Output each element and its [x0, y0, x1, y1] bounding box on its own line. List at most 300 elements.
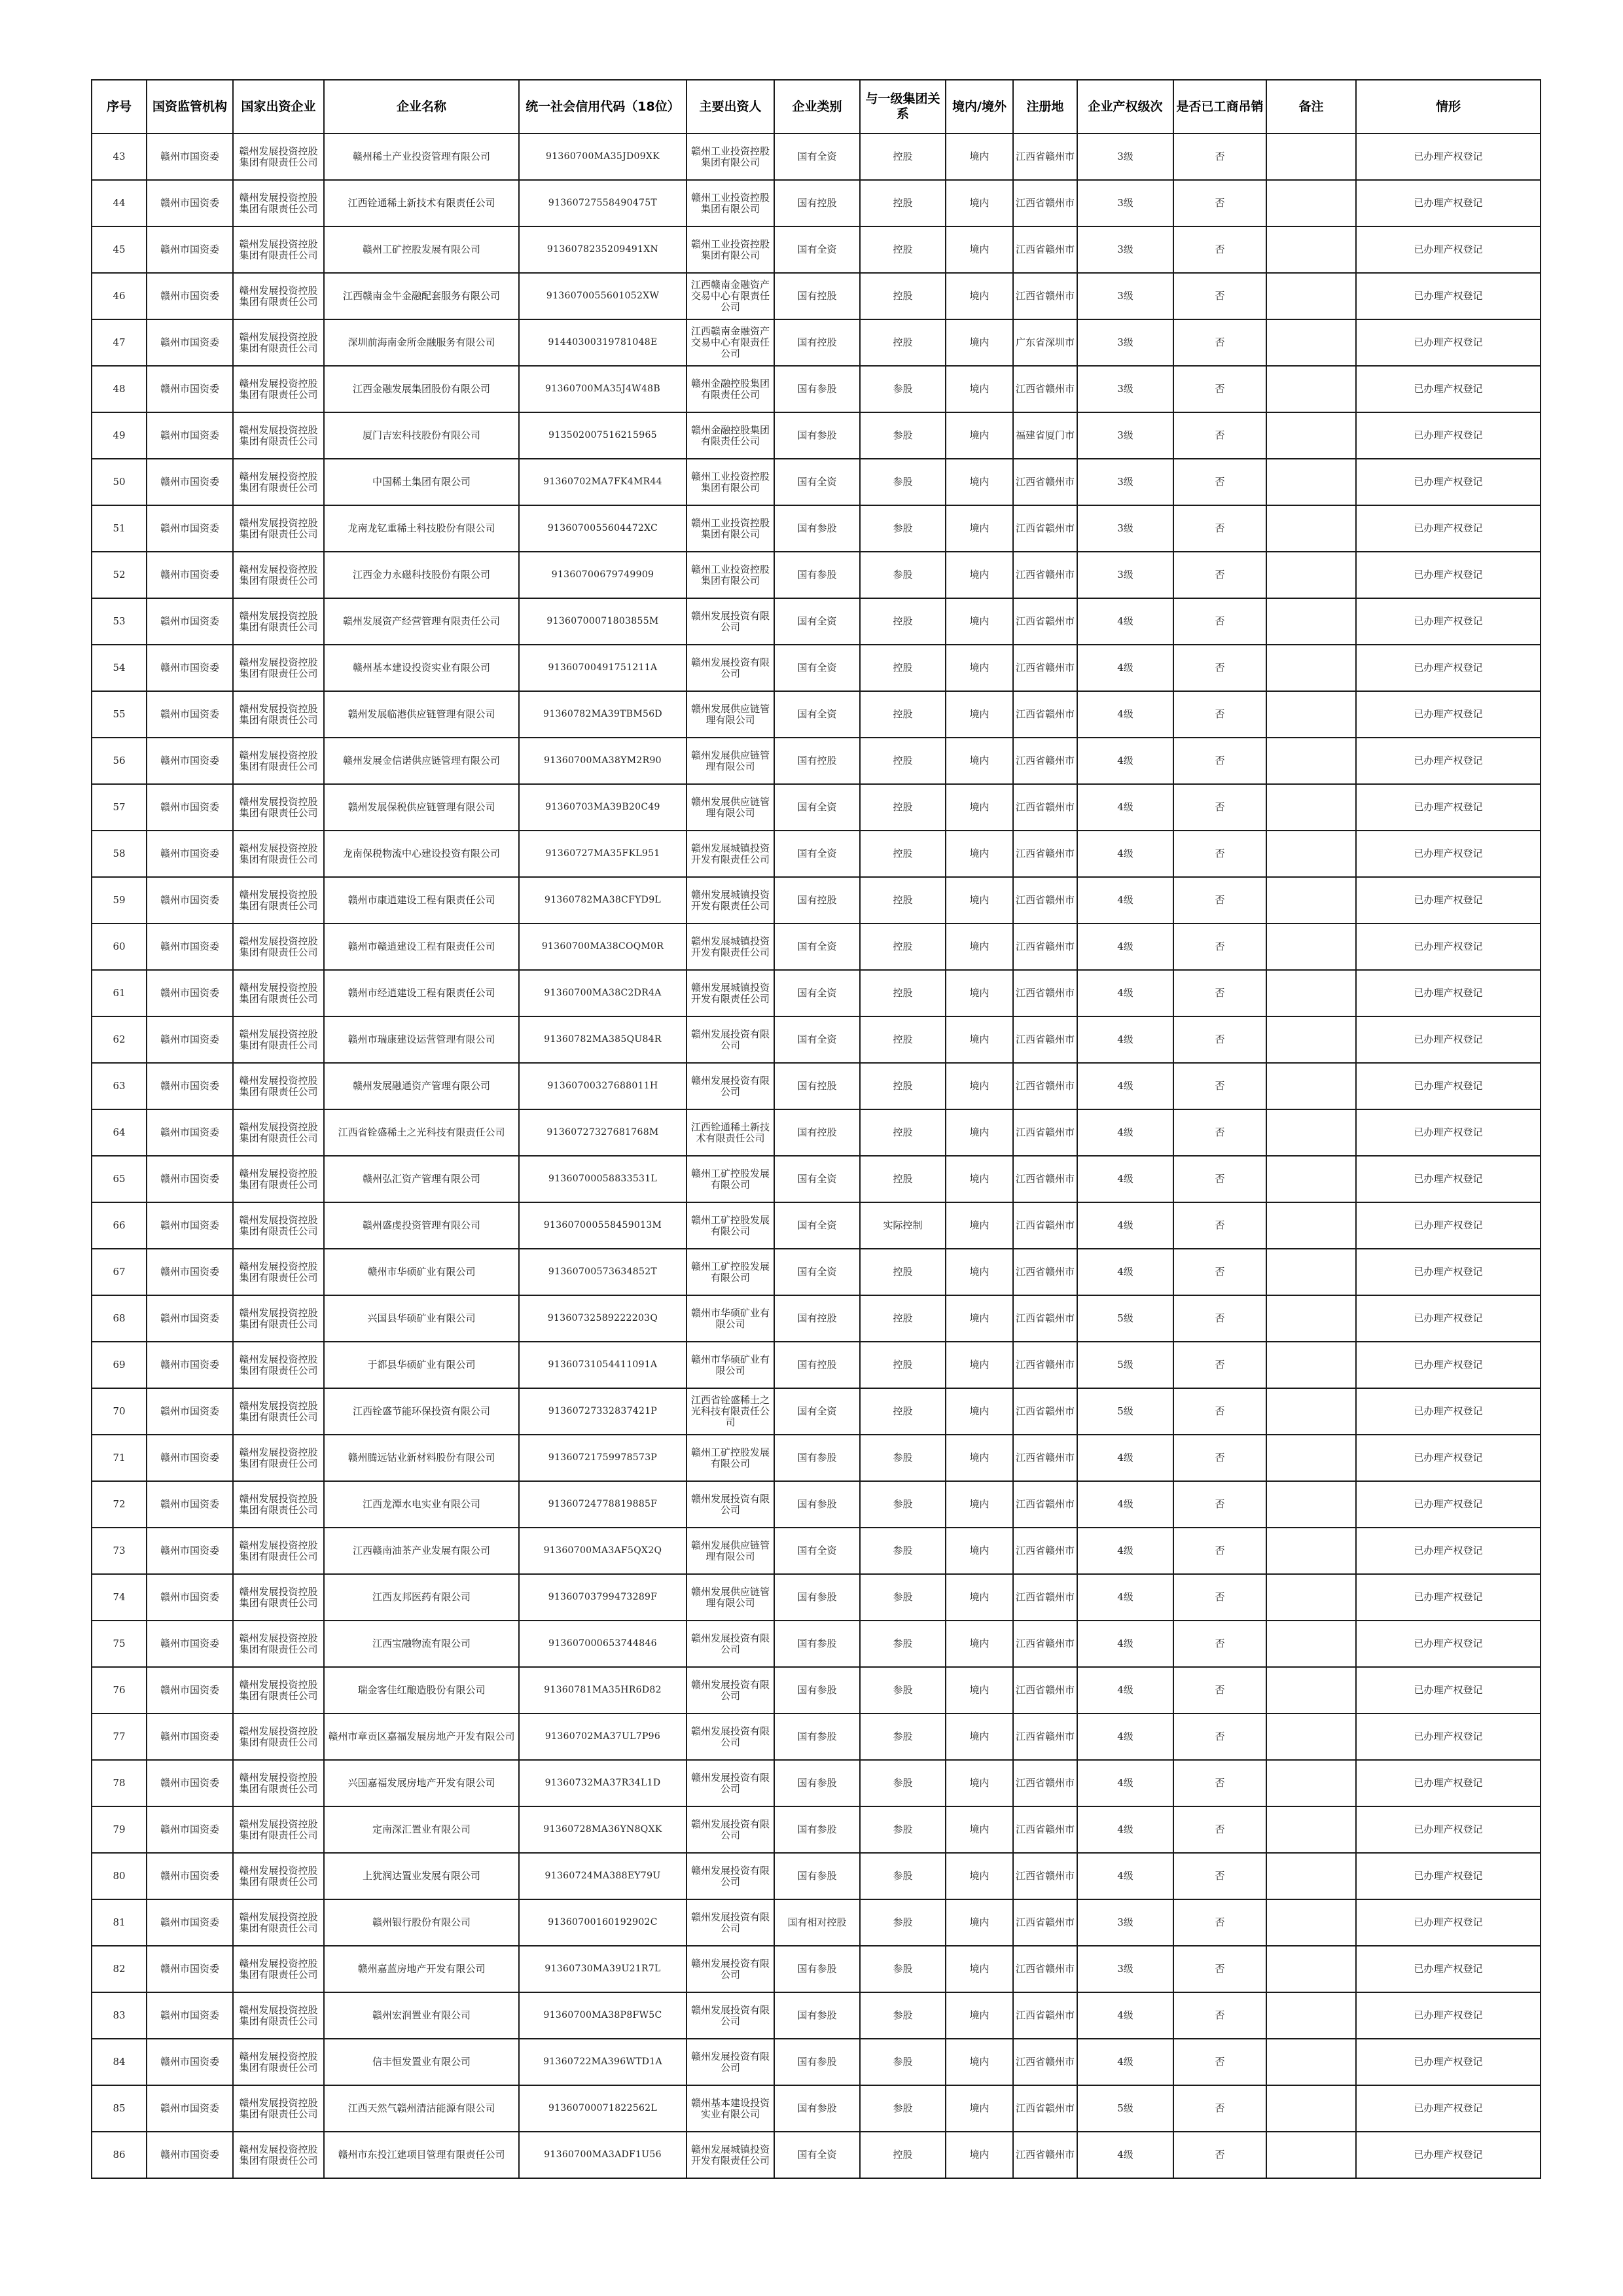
- cell-remarks: [1266, 180, 1356, 226]
- cell-regulator: 赣州市国资委: [147, 366, 233, 412]
- cell-revoked: 否: [1173, 134, 1266, 180]
- cell-regulator: 赣州市国资委: [147, 877, 233, 924]
- cell-remarks: [1266, 1621, 1356, 1667]
- cell-state-investor: 赣州发展投资控股集团有限责任公司: [233, 459, 324, 505]
- cell-seq: 86: [92, 2132, 147, 2178]
- cell-remarks: [1266, 970, 1356, 1016]
- cell-enterprise-type: 国有全资: [774, 831, 860, 877]
- cell-registered-place: 江西省赣州市: [1013, 134, 1077, 180]
- cell-state-investor: 赣州发展投资控股集团有限责任公司: [233, 1249, 324, 1295]
- cell-situation: 已办理产权登记: [1356, 831, 1541, 877]
- table-row: [92, 2039, 1541, 2085]
- cell-property-level: 3级: [1077, 226, 1173, 273]
- cell-registered-place: 江西省赣州市: [1013, 1528, 1077, 1574]
- cell-group-relation: 参股: [860, 1481, 946, 1528]
- cell-regulator: 赣州市国资委: [147, 1760, 233, 1806]
- cell-regulator: 赣州市国资委: [147, 1481, 233, 1528]
- table-row: [92, 738, 1541, 784]
- cell-enterprise-type: 国有控股: [774, 1063, 860, 1109]
- cell-state-investor: 赣州发展投资控股集团有限责任公司: [233, 1713, 324, 1760]
- cell-enterprise-type: 国有参股: [774, 1435, 860, 1481]
- cell-domestic-overseas: 境内: [946, 598, 1013, 645]
- cell-situation: 已办理产权登记: [1356, 1202, 1541, 1249]
- cell-domestic-overseas: 境内: [946, 1342, 1013, 1388]
- cell-property-level: 4级: [1077, 831, 1173, 877]
- cell-remarks: [1266, 412, 1356, 459]
- cell-state-investor: 赣州发展投资控股集团有限责任公司: [233, 273, 324, 319]
- table-row: [92, 412, 1541, 459]
- cell-main-investor: 赣州发展供应链管理有限公司: [687, 1528, 774, 1574]
- cell-enterprise-type: 国有参股: [774, 1713, 860, 1760]
- column-header-registered-place: 注册地: [1013, 80, 1077, 134]
- cell-group-relation: 控股: [860, 784, 946, 831]
- cell-property-level: 3级: [1077, 412, 1173, 459]
- cell-situation: 已办理产权登记: [1356, 877, 1541, 924]
- cell-remarks: [1266, 459, 1356, 505]
- cell-state-investor: 赣州发展投资控股集团有限责任公司: [233, 1156, 324, 1202]
- cell-situation: 已办理产权登记: [1356, 1156, 1541, 1202]
- cell-property-level: 4级: [1077, 691, 1173, 738]
- cell-property-level: 4级: [1077, 1853, 1173, 1899]
- cell-company-name: 赣州稀土产业投资管理有限公司: [324, 134, 519, 180]
- cell-remarks: [1266, 877, 1356, 924]
- cell-domestic-overseas: 境内: [946, 1899, 1013, 1946]
- cell-registered-place: 江西省赣州市: [1013, 1806, 1077, 1853]
- cell-credit-code: 913607000653744​846: [519, 1621, 687, 1667]
- cell-regulator: 赣州市国资委: [147, 970, 233, 1016]
- cell-revoked: 否: [1173, 1249, 1266, 1295]
- cell-group-relation: 参股: [860, 2085, 946, 2132]
- cell-registered-place: 江西省赣州市: [1013, 970, 1077, 1016]
- cell-state-investor: 赣州发展投资控股集团有限责任公司: [233, 1899, 324, 1946]
- cell-domestic-overseas: 境内: [946, 1109, 1013, 1156]
- cell-revoked: 否: [1173, 180, 1266, 226]
- cell-revoked: 否: [1173, 505, 1266, 552]
- cell-main-investor: 赣州发展投资有限公司: [687, 1063, 774, 1109]
- cell-remarks: [1266, 1202, 1356, 1249]
- cell-regulator: 赣州市国资委: [147, 134, 233, 180]
- cell-situation: 已办理产权登记: [1356, 1342, 1541, 1388]
- cell-main-investor: 江西赣南金融资产交易中心有限责任公司: [687, 273, 774, 319]
- cell-state-investor: 赣州发展投资控股集团有限责任公司: [233, 1202, 324, 1249]
- cell-state-investor: 赣州发展投资控股集团有限责任公司: [233, 1063, 324, 1109]
- cell-property-level: 4级: [1077, 1713, 1173, 1760]
- cell-enterprise-type: 国有全资: [774, 459, 860, 505]
- cell-company-name: 信丰恒发置业有限公司: [324, 2039, 519, 2085]
- table-row: [92, 459, 1541, 505]
- cell-main-investor: 江西铨通稀土新技术有限责任公司: [687, 1109, 774, 1156]
- cell-main-investor: 赣州发展投资有限公司: [687, 2039, 774, 2085]
- cell-property-level: 4级: [1077, 1156, 1173, 1202]
- cell-main-investor: 赣州发展供应链管理有限公司: [687, 691, 774, 738]
- cell-enterprise-type: 国有控股: [774, 1342, 860, 1388]
- cell-domestic-overseas: 境内: [946, 2039, 1013, 2085]
- cell-seq: 71: [92, 1435, 147, 1481]
- cell-remarks: [1266, 691, 1356, 738]
- cell-revoked: 否: [1173, 319, 1266, 366]
- cell-state-investor: 赣州发展投资控股集团有限责任公司: [233, 598, 324, 645]
- cell-regulator: 赣州市国资委: [147, 1063, 233, 1109]
- cell-credit-code: 91360702MA7FK4MR44: [519, 459, 687, 505]
- cell-domestic-overseas: 境内: [946, 1621, 1013, 1667]
- cell-main-investor: 赣州发展投资有限公司: [687, 598, 774, 645]
- cell-registered-place: 江西省赣州市: [1013, 1388, 1077, 1435]
- cell-revoked: 否: [1173, 1760, 1266, 1806]
- cell-domestic-overseas: 境内: [946, 1388, 1013, 1435]
- cell-company-name: 赣州发展融通资产管理有限公司: [324, 1063, 519, 1109]
- cell-main-investor: 赣州发展城镇投资开发有限责任公司: [687, 970, 774, 1016]
- cell-remarks: [1266, 226, 1356, 273]
- table-row: [92, 1899, 1541, 1946]
- cell-company-name: 兴国嘉福发展房地产开发有限公司: [324, 1760, 519, 1806]
- cell-remarks: [1266, 1016, 1356, 1063]
- cell-revoked: 否: [1173, 1574, 1266, 1621]
- cell-group-relation: 控股: [860, 1063, 946, 1109]
- cell-credit-code: 91360700556010​52XW: [519, 273, 687, 319]
- cell-credit-code: 913607000718038​55M: [519, 598, 687, 645]
- cell-company-name: 赣州弘汇资产管理有限公司: [324, 1156, 519, 1202]
- cell-state-investor: 赣州发展投资控股集团有限责任公司: [233, 691, 324, 738]
- cell-revoked: 否: [1173, 273, 1266, 319]
- column-header-domestic-overseas: 境内/境外: [946, 80, 1013, 134]
- cell-property-level: 3级: [1077, 552, 1173, 598]
- cell-seq: 47: [92, 319, 147, 366]
- cell-credit-code: 91360782352094​91XN: [519, 226, 687, 273]
- cell-state-investor: 赣州发展投资控股集团有限责任公司: [233, 2132, 324, 2178]
- cell-situation: 已办理产权登记: [1356, 1667, 1541, 1713]
- cell-regulator: 赣州市国资委: [147, 459, 233, 505]
- cell-credit-code: 91360700MA3AF5QX2Q: [519, 1528, 687, 1574]
- cell-company-name: 赣州腾远钴业新材料股份有限公司: [324, 1435, 519, 1481]
- cell-main-investor: 赣州发展投资有限公司: [687, 1899, 774, 1946]
- cell-enterprise-type: 国有控股: [774, 273, 860, 319]
- cell-property-level: 4级: [1077, 1109, 1173, 1156]
- cell-seq: 48: [92, 366, 147, 412]
- cell-regulator: 赣州市国资委: [147, 2132, 233, 2178]
- cell-property-level: 3级: [1077, 1946, 1173, 1992]
- cell-revoked: 否: [1173, 924, 1266, 970]
- cell-regulator: 赣州市国资委: [147, 273, 233, 319]
- cell-seq: 84: [92, 2039, 147, 2085]
- cell-group-relation: 控股: [860, 738, 946, 784]
- cell-registered-place: 江西省赣州市: [1013, 180, 1077, 226]
- cell-domestic-overseas: 境内: [946, 1853, 1013, 1899]
- cell-property-level: 3级: [1077, 319, 1173, 366]
- cell-registered-place: 江西省赣州市: [1013, 1946, 1077, 1992]
- table-row: [92, 924, 1541, 970]
- cell-group-relation: 参股: [860, 1806, 946, 1853]
- cell-enterprise-type: 国有控股: [774, 319, 860, 366]
- cell-situation: 已办理产权登记: [1356, 1295, 1541, 1342]
- cell-situation: 已办理产权登记: [1356, 366, 1541, 412]
- table-row: [92, 1760, 1541, 1806]
- cell-property-level: 3级: [1077, 459, 1173, 505]
- cell-company-name: 中国稀土集团有限公司: [324, 459, 519, 505]
- table-row: [92, 1016, 1541, 1063]
- cell-revoked: 否: [1173, 738, 1266, 784]
- table-row: [92, 552, 1541, 598]
- cell-remarks: [1266, 1528, 1356, 1574]
- cell-company-name: 龙南龙钇重稀土科技股份有限公司: [324, 505, 519, 552]
- column-header-revoked: 是否已工商吊销: [1173, 80, 1266, 134]
- cell-regulator: 赣州市国资委: [147, 1388, 233, 1435]
- table-body: [92, 134, 1541, 2178]
- cell-regulator: 赣州市国资委: [147, 180, 233, 226]
- cell-group-relation: 控股: [860, 691, 946, 738]
- cell-company-name: 江西龙潭水电实业有限公司: [324, 1481, 519, 1528]
- cell-property-level: 4级: [1077, 2132, 1173, 2178]
- cell-state-investor: 赣州发展投资控股集团有限责任公司: [233, 1435, 324, 1481]
- cell-situation: 已办理产权登记: [1356, 505, 1541, 552]
- cell-registered-place: 江西省赣州市: [1013, 1063, 1077, 1109]
- table-row: [92, 1202, 1541, 1249]
- cell-situation: 已办理产权登记: [1356, 552, 1541, 598]
- cell-situation: 已办理产权登记: [1356, 319, 1541, 366]
- cell-credit-code: 913607310544110​91A: [519, 1342, 687, 1388]
- cell-situation: 已办理产权登记: [1356, 1621, 1541, 1667]
- cell-property-level: 3级: [1077, 180, 1173, 226]
- cell-regulator: 赣州市国资委: [147, 1528, 233, 1574]
- cell-credit-code: 91360700MA3ADF1U56: [519, 2132, 687, 2178]
- cell-property-level: 4级: [1077, 738, 1173, 784]
- cell-situation: 已办理产权登记: [1356, 598, 1541, 645]
- cell-seq: 57: [92, 784, 147, 831]
- cell-property-level: 4级: [1077, 1806, 1173, 1853]
- table-row: [92, 180, 1541, 226]
- cell-revoked: 否: [1173, 831, 1266, 877]
- cell-registered-place: 江西省赣州市: [1013, 1481, 1077, 1528]
- cell-credit-code: 913607247788198​85F: [519, 1481, 687, 1528]
- cell-state-investor: 赣州发展投资控股集团有限责任公司: [233, 552, 324, 598]
- cell-enterprise-type: 国有相对控股: [774, 1899, 860, 1946]
- cell-situation: 已办理产权登记: [1356, 1016, 1541, 1063]
- cell-property-level: 4级: [1077, 1667, 1173, 1713]
- cell-regulator: 赣州市国资委: [147, 598, 233, 645]
- table-row: [92, 1992, 1541, 2039]
- cell-main-investor: 赣州发展投资有限公司: [687, 645, 774, 691]
- cell-situation: 已办理产权登记: [1356, 691, 1541, 738]
- cell-domestic-overseas: 境内: [946, 1016, 1013, 1063]
- cell-domestic-overseas: 境内: [946, 134, 1013, 180]
- cell-property-level: 5级: [1077, 1295, 1173, 1342]
- cell-enterprise-type: 国有全资: [774, 1388, 860, 1435]
- cell-credit-code: 91360700MA38COQM0R: [519, 924, 687, 970]
- cell-property-level: 4级: [1077, 784, 1173, 831]
- cell-registered-place: 江西省赣州市: [1013, 1574, 1077, 1621]
- cell-regulator: 赣州市国资委: [147, 1713, 233, 1760]
- cell-enterprise-type: 国有全资: [774, 134, 860, 180]
- table-row: [92, 691, 1541, 738]
- cell-main-investor: 赣州发展投资有限公司: [687, 1621, 774, 1667]
- cell-group-relation: 实际控制: [860, 1202, 946, 1249]
- cell-property-level: 3级: [1077, 134, 1173, 180]
- cell-property-level: 4级: [1077, 645, 1173, 691]
- cell-property-level: 4级: [1077, 2039, 1173, 2085]
- column-header-state-investor: 国家出资企业: [233, 80, 324, 134]
- cell-regulator: 赣州市国资委: [147, 738, 233, 784]
- table-row: [92, 134, 1541, 180]
- cell-state-investor: 赣州发展投资控股集团有限责任公司: [233, 1016, 324, 1063]
- cell-state-investor: 赣州发展投资控股集团有限责任公司: [233, 645, 324, 691]
- cell-credit-code: 91360781MA35HR6D82: [519, 1667, 687, 1713]
- cell-company-name: 赣州发展金信诺供应链管理有限公司: [324, 738, 519, 784]
- cell-credit-code: 913607275584904​75T: [519, 180, 687, 226]
- cell-enterprise-type: 国有参股: [774, 1806, 860, 1853]
- cell-company-name: 赣州市章贡区嘉福发展房地产开发有限公司: [324, 1713, 519, 1760]
- cell-seq: 81: [92, 1899, 147, 1946]
- table-row: [92, 1667, 1541, 1713]
- cell-state-investor: 赣州发展投资控股集团有限责任公司: [233, 134, 324, 180]
- cell-registered-place: 江西省赣州市: [1013, 1713, 1077, 1760]
- cell-registered-place: 江西省赣州市: [1013, 645, 1077, 691]
- cell-regulator: 赣州市国资委: [147, 1249, 233, 1295]
- cell-property-level: 4级: [1077, 598, 1173, 645]
- cell-registered-place: 江西省赣州市: [1013, 1760, 1077, 1806]
- cell-property-level: 4级: [1077, 1435, 1173, 1481]
- cell-regulator: 赣州市国资委: [147, 1992, 233, 2039]
- cell-registered-place: 江西省赣州市: [1013, 1435, 1077, 1481]
- cell-domestic-overseas: 境内: [946, 691, 1013, 738]
- cell-regulator: 赣州市国资委: [147, 1109, 233, 1156]
- cell-company-name: 赣州市华硕矿业有限公司: [324, 1249, 519, 1295]
- cell-property-level: 4级: [1077, 924, 1173, 970]
- cell-situation: 已办理产权登记: [1356, 412, 1541, 459]
- cell-credit-code: 913607217599785​73P: [519, 1435, 687, 1481]
- table-row: [92, 970, 1541, 1016]
- table-row: [92, 1388, 1541, 1435]
- cell-remarks: [1266, 1574, 1356, 1621]
- cell-domestic-overseas: 境内: [946, 1295, 1013, 1342]
- cell-situation: 已办理产权登记: [1356, 924, 1541, 970]
- cell-remarks: [1266, 1435, 1356, 1481]
- cell-property-level: 4级: [1077, 1063, 1173, 1109]
- cell-domestic-overseas: 境内: [946, 784, 1013, 831]
- cell-situation: 已办理产权登记: [1356, 180, 1541, 226]
- cell-company-name: 赣州发展保税供应链管理有限公司: [324, 784, 519, 831]
- table-row: [92, 366, 1541, 412]
- cell-domestic-overseas: 境内: [946, 1063, 1013, 1109]
- table-row: [92, 1063, 1541, 1109]
- cell-revoked: 否: [1173, 645, 1266, 691]
- cell-property-level: 3级: [1077, 366, 1173, 412]
- cell-situation: 已办理产权登记: [1356, 1946, 1541, 1992]
- cell-seq: 67: [92, 1249, 147, 1295]
- cell-company-name: 赣州市瑞康建设运营管理有限公司: [324, 1016, 519, 1063]
- cell-enterprise-type: 国有全资: [774, 1156, 860, 1202]
- cell-situation: 已办理产权登记: [1356, 1899, 1541, 1946]
- cell-state-investor: 赣州发展投资控股集团有限责任公司: [233, 1621, 324, 1667]
- cell-regulator: 赣州市国资委: [147, 1202, 233, 1249]
- cell-situation: 已办理产权登记: [1356, 784, 1541, 831]
- column-header-seq: 序号: [92, 80, 147, 134]
- cell-registered-place: 江西省赣州市: [1013, 1249, 1077, 1295]
- cell-domestic-overseas: 境内: [946, 877, 1013, 924]
- cell-revoked: 否: [1173, 1528, 1266, 1574]
- cell-main-investor: 赣州市华硕矿业有限公司: [687, 1342, 774, 1388]
- cell-group-relation: 控股: [860, 2132, 946, 2178]
- cell-group-relation: 参股: [860, 1992, 946, 2039]
- column-header-main-investor: 主要出资人: [687, 80, 774, 134]
- cell-group-relation: 参股: [860, 1621, 946, 1667]
- cell-main-investor: 赣州发展城镇投资开发有限责任公司: [687, 924, 774, 970]
- cell-registered-place: 江西省赣州市: [1013, 273, 1077, 319]
- table-row: [92, 1713, 1541, 1760]
- cell-main-investor: 赣州发展投资有限公司: [687, 1667, 774, 1713]
- cell-main-investor: 赣州工业投资控股集团有限公司: [687, 180, 774, 226]
- cell-seq: 83: [92, 1992, 147, 2039]
- cell-registered-place: 江西省赣州市: [1013, 226, 1077, 273]
- cell-group-relation: 参股: [860, 1574, 946, 1621]
- cell-domestic-overseas: 境内: [946, 1574, 1013, 1621]
- cell-registered-place: 江西省赣州市: [1013, 877, 1077, 924]
- cell-credit-code: 91360703MA39B20C49: [519, 784, 687, 831]
- cell-enterprise-type: 国有参股: [774, 1992, 860, 2039]
- cell-remarks: [1266, 924, 1356, 970]
- cell-situation: 已办理产权登记: [1356, 1853, 1541, 1899]
- cell-credit-code: 91440300319781048E: [519, 319, 687, 366]
- cell-revoked: 否: [1173, 1109, 1266, 1156]
- cell-situation: 已办理产权登记: [1356, 645, 1541, 691]
- table-row: [92, 2085, 1541, 2132]
- cell-registered-place: 江西省赣州市: [1013, 2039, 1077, 2085]
- cell-property-level: 3级: [1077, 1899, 1173, 1946]
- cell-registered-place: 江西省赣州市: [1013, 459, 1077, 505]
- cell-remarks: [1266, 831, 1356, 877]
- cell-company-name: 江西铨盛节能环保投资有限公司: [324, 1388, 519, 1435]
- cell-registered-place: 江西省赣州市: [1013, 552, 1077, 598]
- cell-seq: 74: [92, 1574, 147, 1621]
- cell-seq: 82: [92, 1946, 147, 1992]
- cell-state-investor: 赣州发展投资控股集团有限责任公司: [233, 226, 324, 273]
- cell-seq: 60: [92, 924, 147, 970]
- cell-domestic-overseas: 境内: [946, 1713, 1013, 1760]
- cell-credit-code: 91360700MA38P8FW5C: [519, 1992, 687, 2039]
- cell-company-name: 深圳前海南金所金融服务有限公司: [324, 319, 519, 366]
- cell-situation: 已办理产权登记: [1356, 459, 1541, 505]
- table-row: [92, 877, 1541, 924]
- cell-domestic-overseas: 境内: [946, 552, 1013, 598]
- cell-company-name: 江西宝融物流有限公司: [324, 1621, 519, 1667]
- cell-group-relation: 控股: [860, 924, 946, 970]
- cell-state-investor: 赣州发展投资控股集团有限责任公司: [233, 1481, 324, 1528]
- cell-registered-place: 江西省赣州市: [1013, 1899, 1077, 1946]
- cell-domestic-overseas: 境内: [946, 1481, 1013, 1528]
- cell-group-relation: 控股: [860, 877, 946, 924]
- cell-state-investor: 赣州发展投资控股集团有限责任公司: [233, 970, 324, 1016]
- table-row: [92, 1435, 1541, 1481]
- cell-registered-place: 广东省深圳市: [1013, 319, 1077, 366]
- cell-situation: 已办理产权登记: [1356, 1760, 1541, 1806]
- cell-remarks: [1266, 784, 1356, 831]
- cell-revoked: 否: [1173, 1621, 1266, 1667]
- cell-credit-code: 91360724MA388EY79U: [519, 1853, 687, 1899]
- cell-domestic-overseas: 境内: [946, 2132, 1013, 2178]
- cell-group-relation: 控股: [860, 1342, 946, 1388]
- cell-registered-place: 江西省赣州市: [1013, 598, 1077, 645]
- cell-remarks: [1266, 2132, 1356, 2178]
- cell-credit-code: 91360782MA38CFYD9L: [519, 877, 687, 924]
- cell-situation: 已办理产权登记: [1356, 1806, 1541, 1853]
- cell-situation: 已办理产权登记: [1356, 1481, 1541, 1528]
- cell-registered-place: 江西省赣州市: [1013, 1621, 1077, 1667]
- cell-domestic-overseas: 境内: [946, 970, 1013, 1016]
- cell-enterprise-type: 国有参股: [774, 1667, 860, 1713]
- cell-revoked: 否: [1173, 412, 1266, 459]
- cell-company-name: 赣州市东投江建项目管理有限责任公司: [324, 2132, 519, 2178]
- cell-seq: 77: [92, 1713, 147, 1760]
- cell-regulator: 赣州市国资委: [147, 319, 233, 366]
- cell-company-name: 江西赣南油茶产业发展有限公司: [324, 1528, 519, 1574]
